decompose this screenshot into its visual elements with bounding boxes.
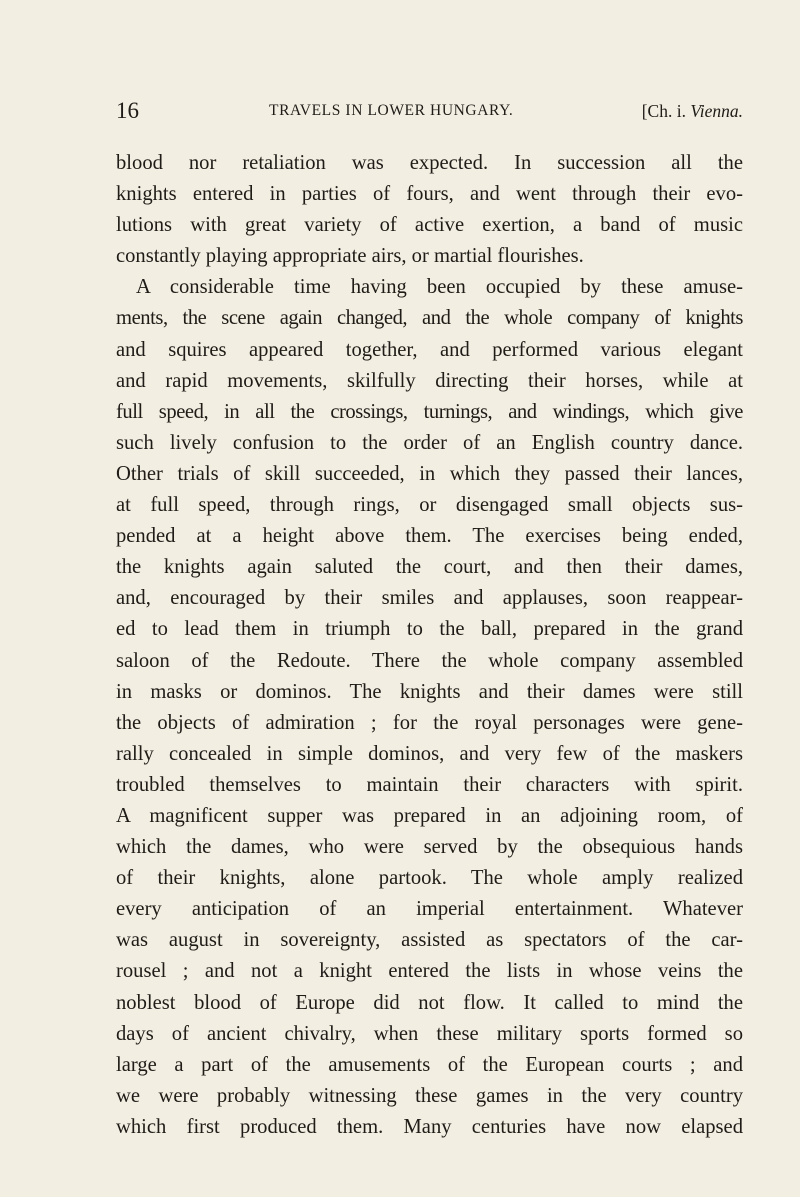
book-title: TRAVELS IN LOWER HUNGARY. (269, 102, 514, 119)
text-line: A magnificent supper was prepared in an adjoining room, of (116, 804, 743, 827)
text-line: rousel ; and not a knight entered the lists in whose veins the (116, 960, 743, 983)
text-line: saloon of the Redoute. There the whole company assembled (116, 649, 743, 672)
text-line: ments, the scene again changed, and the whole company of knights (116, 307, 743, 330)
text-line: of their knights, alone partook. The whole amply realized (116, 867, 743, 890)
text-line: and squires appeared together, and performed various elegant (116, 338, 743, 361)
text-line: noblest blood of Europe did not flow. It called to mind the (116, 991, 743, 1014)
chapter-place: Vienna. (690, 101, 743, 121)
text-line: and rapid movements, skilfully directing their horses, while at (116, 369, 743, 392)
text-line: lutions with great variety of active exertion, a band of music (116, 214, 743, 237)
text-line: which first produced them. Many centuries have now elapsed (116, 1115, 743, 1138)
text-line: A considerable time having been occupied by these amuse- (136, 276, 743, 299)
text-line: full speed, in all the crossings, turnings, and windings, which give (116, 400, 743, 423)
text-line: pended at a height above them. The exercises being ended, (116, 525, 743, 548)
body-text (116, 148, 743, 1143)
text-line: days of ancient chivalry, when these military sports formed so (116, 1022, 743, 1045)
text-line: Other trials of skill succeeded, in which they passed their lances, (116, 462, 743, 485)
text-line: we were probably witnessing these games in the very country (116, 1084, 743, 1107)
text-line: ed to lead them in triumph to the ball, prepared in the grand (116, 618, 743, 641)
text-line: troubled themselves to maintain their characters with spirit. (116, 773, 743, 796)
text-line: such lively confusion to the order of an English country dance. (116, 431, 743, 454)
chapter-number: [Ch. i. (641, 101, 686, 121)
text-line: knights entered in parties of fours, and went through their evo- (116, 183, 743, 206)
text-line: in masks or dominos. The knights and their dames were still (116, 680, 743, 703)
text-line: every anticipation of an imperial entertainment. Whatever (116, 898, 743, 921)
text-line: was august in sovereignty, assisted as spectators of the car- (116, 929, 743, 952)
page-number: 16 (116, 98, 139, 123)
chapter-reference (642, 96, 743, 126)
text-line: the objects of admiration ; for the royal personages were gene- (116, 711, 743, 734)
text-line: large a part of the amusements of the European courts ; and (116, 1053, 743, 1076)
text-line: the knights again saluted the court, and then their dames, (116, 556, 743, 579)
text-line: at full speed, through rings, or disengaged small objects sus- (116, 494, 743, 517)
running-head (116, 96, 743, 126)
text-line: rally concealed in simple dominos, and very few of the maskers (116, 742, 743, 765)
text-line: and, encouraged by their smiles and applauses, soon reappear- (116, 587, 743, 610)
text-line: which the dames, who were served by the obsequious hands (116, 836, 743, 859)
text-line: constantly playing appropriate airs, or martial flourishes. (116, 245, 584, 268)
text-line: blood nor retaliation was expected. In succession all the (116, 152, 743, 174)
